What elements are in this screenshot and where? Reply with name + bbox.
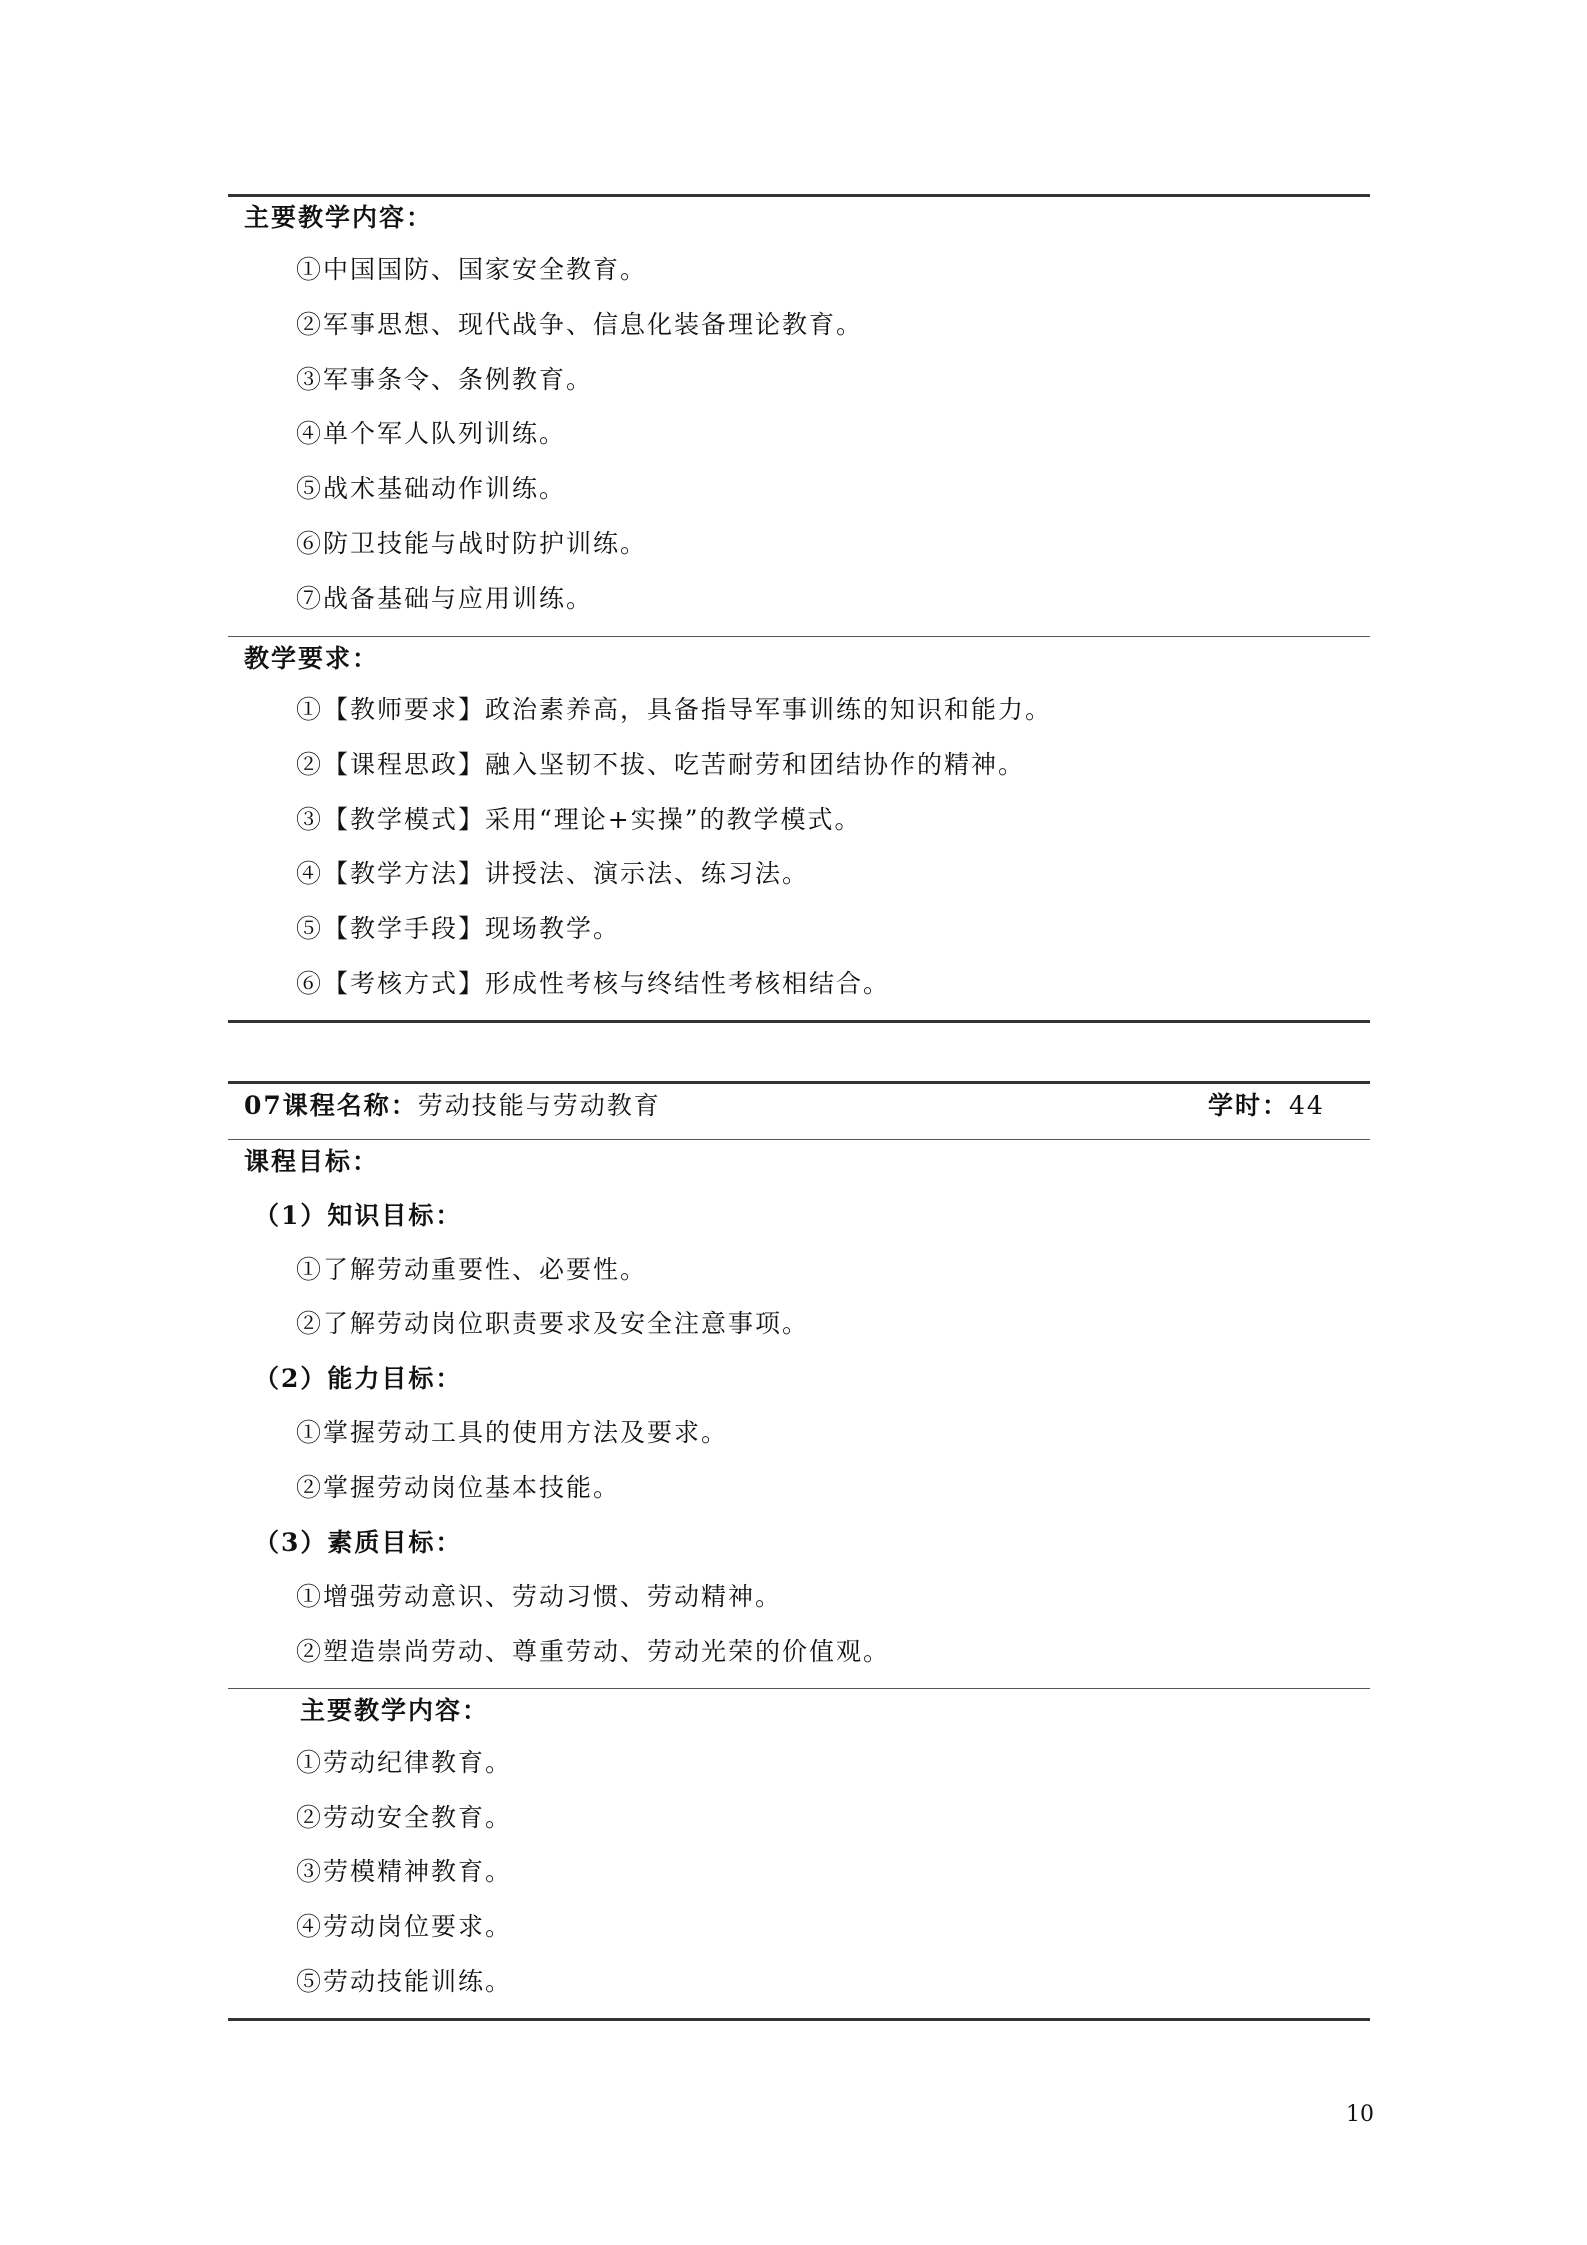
course-content-item: ④劳动岗位要求。 xyxy=(296,1912,513,1941)
course-hours xyxy=(1208,1090,1325,1122)
content-heading: 主要教学内容： xyxy=(244,203,434,232)
quality-item: ①增强劳动意识、劳动习惯、劳动精神。 xyxy=(296,1582,783,1611)
requirement-item: ⑥【考核方式】形成性考核与终结性考核相结合。 xyxy=(296,969,891,998)
course-top-rule xyxy=(228,1081,1370,1084)
quality-item: ②塑造崇尚劳动、尊重劳动、劳动光荣的价值观。 xyxy=(296,1637,891,1666)
course-content-item: ②劳动安全教育。 xyxy=(296,1803,513,1832)
course-content-item: ①劳动纪律教育。 xyxy=(296,1748,513,1777)
content-item: ⑤战术基础动作训练。 xyxy=(296,474,567,503)
content-item: ③军事条令、条例教育。 xyxy=(296,365,594,394)
hours-label: 学时： xyxy=(1208,1091,1290,1120)
quality-heading: （3）素质目标： xyxy=(254,1528,463,1557)
course-content-heading: 主要教学内容： xyxy=(300,1696,490,1725)
course-name-row xyxy=(244,1090,661,1122)
course-name-value: 劳动技能与劳动教育 xyxy=(417,1091,661,1120)
content-item: ⑦战备基础与应用训练。 xyxy=(296,584,594,613)
content-item: ⑥防卫技能与战时防护训练。 xyxy=(296,529,648,558)
page-number: 10 xyxy=(1346,2102,1374,2127)
requirement-item: ②【课程思政】融入坚韧不拔、吃苦耐劳和团结协作的精神。 xyxy=(296,750,1026,779)
hours-value: 44 xyxy=(1289,1091,1325,1120)
content-item: ①中国国防、国家安全教育。 xyxy=(296,255,648,284)
requirement-item: ⑤【教学手段】现场教学。 xyxy=(296,914,621,943)
course-content-divider xyxy=(228,1688,1370,1689)
requirement-item: ③【教学模式】采用“理论+实操”的教学模式。 xyxy=(296,805,862,834)
ability-item: ①掌握劳动工具的使用方法及要求。 xyxy=(296,1418,729,1447)
knowledge-item: ②了解劳动岗位职责要求及安全注意事项。 xyxy=(296,1309,810,1338)
course-divider xyxy=(228,1139,1370,1140)
course-content-item: ⑤劳动技能训练。 xyxy=(296,1967,513,1996)
knowledge-heading: （1）知识目标： xyxy=(254,1201,463,1230)
course-name-label: 07课程名称： xyxy=(244,1091,418,1120)
ability-heading: （2）能力目标： xyxy=(254,1364,463,1393)
content-item: ②军事思想、现代战争、信息化装备理论教育。 xyxy=(296,310,864,339)
requirement-item: ④【教学方法】讲授法、演示法、练习法。 xyxy=(296,859,810,888)
course-bottom-rule xyxy=(228,2018,1370,2021)
course-content-item: ③劳模精神教育。 xyxy=(296,1857,513,1886)
section-divider xyxy=(228,636,1370,637)
knowledge-item: ①了解劳动重要性、必要性。 xyxy=(296,1255,648,1284)
section-bottom-rule xyxy=(228,1020,1370,1023)
requirement-item: ①【教师要求】政治素养高，具备指导军事训练的知识和能力。 xyxy=(296,695,1053,724)
ability-item: ②掌握劳动岗位基本技能。 xyxy=(296,1473,621,1502)
content-item: ④单个军人队列训练。 xyxy=(296,419,567,448)
requirements-heading: 教学要求： xyxy=(244,644,380,673)
goals-heading: 课程目标： xyxy=(244,1147,380,1176)
top-rule xyxy=(228,194,1370,197)
